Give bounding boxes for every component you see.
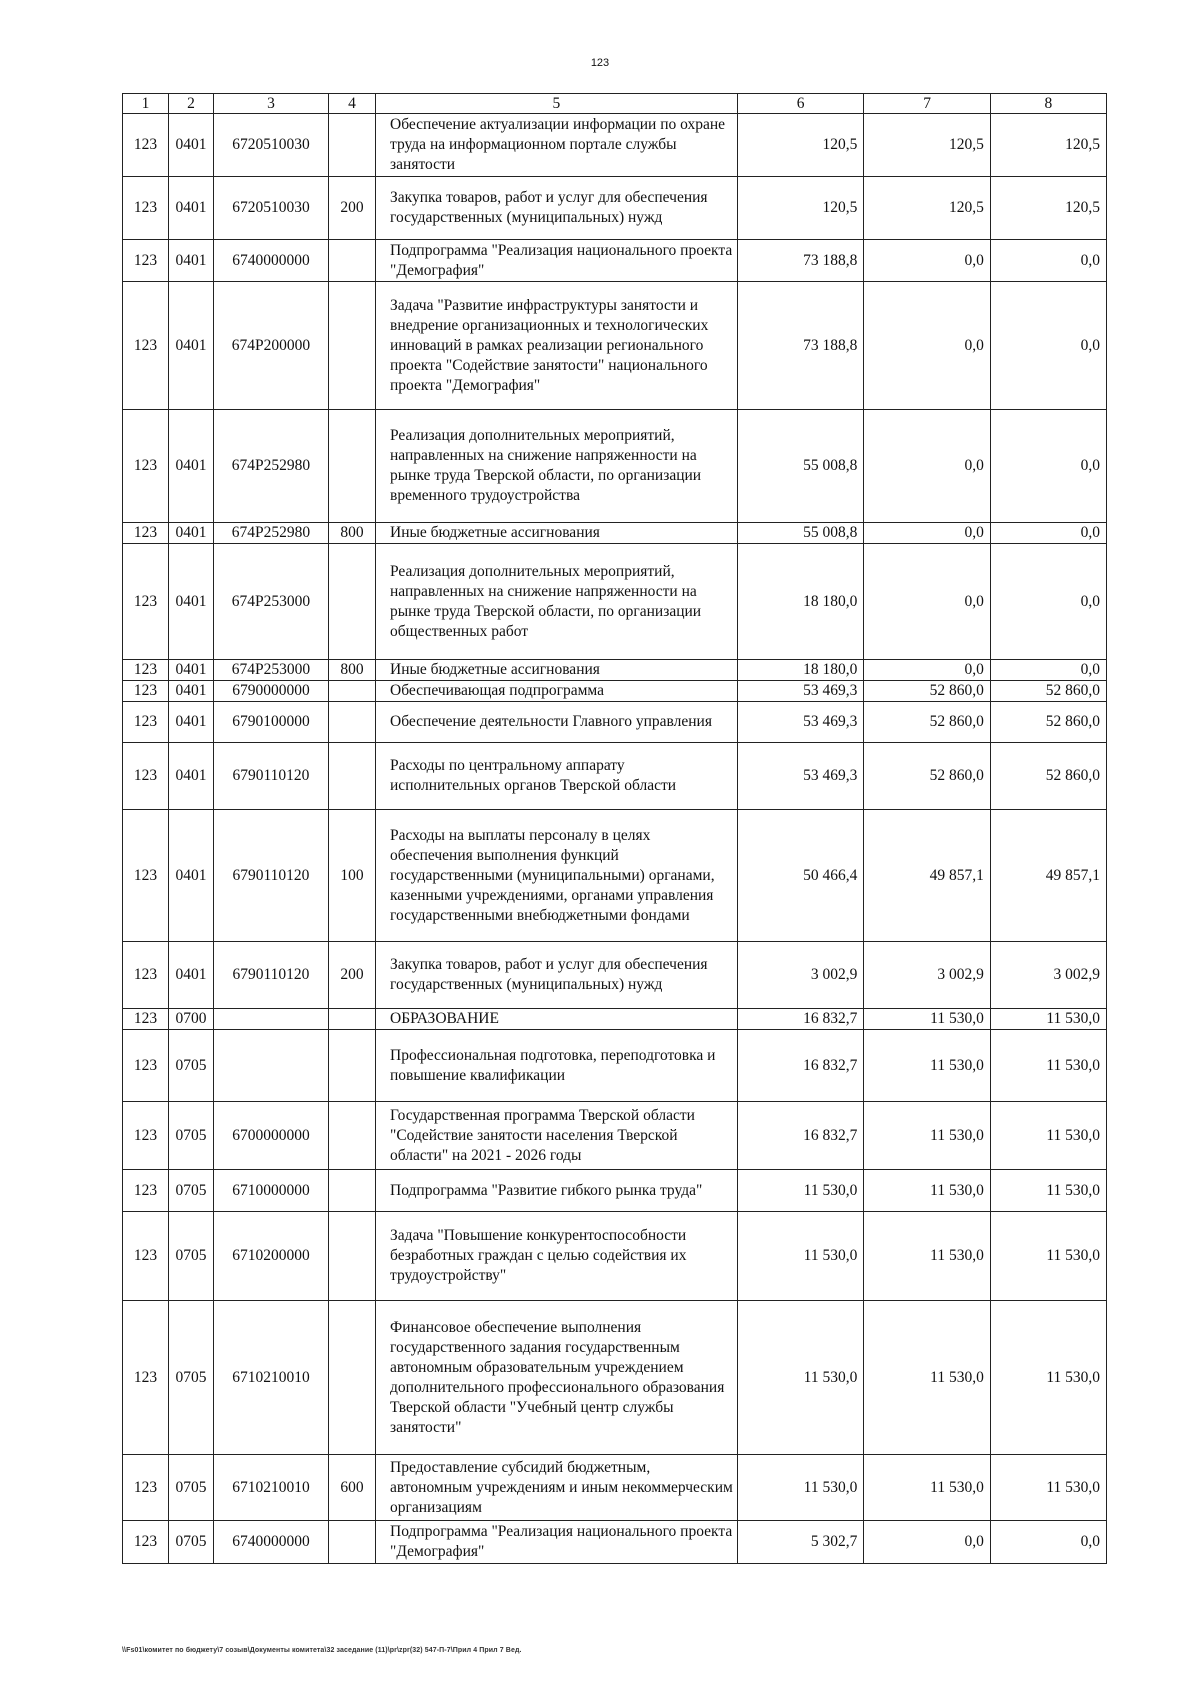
- cell-section: 0705: [169, 1212, 214, 1301]
- cell-admin: 123: [123, 1170, 169, 1212]
- cell-amount-7: 11 530,0: [864, 1455, 991, 1521]
- cell-section: 0401: [169, 681, 214, 702]
- cell-amount-7: 120,5: [864, 114, 991, 177]
- table-row: [123, 240, 1107, 282]
- table-row: [123, 1301, 1107, 1455]
- cell-amount-6: 16 832,7: [737, 1102, 864, 1170]
- cell-type: [328, 544, 375, 660]
- cell-target: 674P253000: [213, 660, 328, 681]
- cell-name: Обеспечение актуализации информации по охране труда на информационном портале службы занятости: [376, 114, 738, 177]
- cell-name: Предоставление субсидий бюджетным, автономным учреждениям и иным некоммерческим организациям: [376, 1455, 738, 1521]
- cell-amount-6: 53 469,3: [737, 702, 864, 743]
- cell-amount-7: 11 530,0: [864, 1030, 991, 1102]
- cell-name: Подпрограмма "Развитие гибкого рынка труда": [376, 1170, 738, 1212]
- cell-target: 674P253000: [213, 544, 328, 660]
- cell-target: 6790110120: [213, 743, 328, 810]
- cell-amount-8: 11 530,0: [990, 1009, 1106, 1030]
- table-row: [123, 114, 1107, 177]
- cell-type: [328, 1521, 375, 1564]
- cell-type: [328, 743, 375, 810]
- cell-name: Подпрограмма "Реализация национального проекта "Демография": [376, 240, 738, 282]
- cell-amount-6: 120,5: [737, 114, 864, 177]
- cell-amount-8: 0,0: [990, 410, 1106, 523]
- cell-admin: 123: [123, 681, 169, 702]
- cell-type: [328, 1009, 375, 1030]
- cell-amount-6: 3 002,9: [737, 942, 864, 1009]
- cell-type: 800: [328, 523, 375, 544]
- cell-section: 0401: [169, 942, 214, 1009]
- cell-name: Реализация дополнительных мероприятий, направленных на снижение напряженности на рынке труда Тверской области, по организации общественных работ: [376, 544, 738, 660]
- cell-amount-8: 120,5: [990, 114, 1106, 177]
- table-row: [123, 681, 1107, 702]
- table-row: [123, 660, 1107, 681]
- footer-file-path: \\Fs01\комитет по бюджету\7 созыв\Документы комитета\32 заседание (11)\pr\zpr(32) 547-П-7\Прил 4 Прил 7 Вед.: [122, 1647, 522, 1654]
- cell-section: 0401: [169, 240, 214, 282]
- cell-type: 200: [328, 177, 375, 240]
- cell-section: 0401: [169, 282, 214, 410]
- cell-admin: 123: [123, 942, 169, 1009]
- cell-section: 0401: [169, 702, 214, 743]
- cell-admin: 123: [123, 743, 169, 810]
- cell-amount-6: 120,5: [737, 177, 864, 240]
- cell-section: 0705: [169, 1030, 214, 1102]
- cell-amount-7: 11 530,0: [864, 1212, 991, 1301]
- table-row: [123, 1030, 1107, 1102]
- table-row: [123, 1009, 1107, 1030]
- header-col-1: 1: [123, 94, 169, 114]
- cell-target: 6790110120: [213, 810, 328, 942]
- cell-admin: 123: [123, 544, 169, 660]
- cell-type: [328, 1102, 375, 1170]
- cell-section: 0705: [169, 1301, 214, 1455]
- cell-section: 0705: [169, 1102, 214, 1170]
- table-row: [123, 942, 1107, 1009]
- cell-name: Закупка товаров, работ и услуг для обеспечения государственных (муниципальных) нужд: [376, 942, 738, 1009]
- table-row: [123, 1102, 1107, 1170]
- budget-table: [122, 93, 1107, 1564]
- cell-type: [328, 410, 375, 523]
- header-row: [123, 94, 1107, 114]
- cell-amount-7: 11 530,0: [864, 1102, 991, 1170]
- cell-target: 6710000000: [213, 1170, 328, 1212]
- cell-amount-6: 53 469,3: [737, 681, 864, 702]
- cell-amount-8: 11 530,0: [990, 1455, 1106, 1521]
- cell-amount-6: 50 466,4: [737, 810, 864, 942]
- cell-admin: 123: [123, 702, 169, 743]
- cell-amount-6: 55 008,8: [737, 523, 864, 544]
- table-row: [123, 523, 1107, 544]
- header-col-8: 8: [990, 94, 1106, 114]
- table-row: [123, 544, 1107, 660]
- cell-target: 6720510030: [213, 177, 328, 240]
- header-col-3: 3: [213, 94, 328, 114]
- cell-amount-6: 16 832,7: [737, 1009, 864, 1030]
- cell-section: 0700: [169, 1009, 214, 1030]
- cell-target: 6720510030: [213, 114, 328, 177]
- cell-amount-8: 11 530,0: [990, 1102, 1106, 1170]
- cell-name: Иные бюджетные ассигнования: [376, 523, 738, 544]
- cell-amount-7: 11 530,0: [864, 1170, 991, 1212]
- cell-amount-7: 11 530,0: [864, 1301, 991, 1455]
- cell-amount-8: 0,0: [990, 240, 1106, 282]
- cell-section: 0401: [169, 660, 214, 681]
- cell-amount-7: 0,0: [864, 544, 991, 660]
- cell-name: Профессиональная подготовка, переподготовка и повышение квалификации: [376, 1030, 738, 1102]
- header-col-5: 5: [376, 94, 738, 114]
- cell-type: [328, 114, 375, 177]
- cell-amount-6: 18 180,0: [737, 660, 864, 681]
- table-row: [123, 1170, 1107, 1212]
- cell-target: 6710210010: [213, 1301, 328, 1455]
- cell-target: 674P200000: [213, 282, 328, 410]
- cell-admin: 123: [123, 1009, 169, 1030]
- cell-name: Закупка товаров, работ и услуг для обеспечения государственных (муниципальных) нужд: [376, 177, 738, 240]
- cell-amount-8: 120,5: [990, 177, 1106, 240]
- cell-amount-8: 11 530,0: [990, 1170, 1106, 1212]
- cell-amount-7: 0,0: [864, 282, 991, 410]
- cell-amount-7: 3 002,9: [864, 942, 991, 1009]
- cell-admin: 123: [123, 240, 169, 282]
- cell-amount-8: 0,0: [990, 523, 1106, 544]
- cell-amount-8: 0,0: [990, 282, 1106, 410]
- header-col-6: 6: [737, 94, 864, 114]
- cell-amount-8: 3 002,9: [990, 942, 1106, 1009]
- cell-admin: 123: [123, 660, 169, 681]
- cell-amount-7: 0,0: [864, 1521, 991, 1564]
- header-col-7: 7: [864, 94, 991, 114]
- cell-amount-8: 11 530,0: [990, 1030, 1106, 1102]
- cell-amount-6: 18 180,0: [737, 544, 864, 660]
- table-row: [123, 1521, 1107, 1564]
- cell-type: 200: [328, 942, 375, 1009]
- cell-admin: 123: [123, 1521, 169, 1564]
- cell-name: Государственная программа Тверской области "Содействие занятости населения Тверской области" на 2021 - 2026 годы: [376, 1102, 738, 1170]
- cell-name: Задача "Развитие инфраструктуры занятости и внедрение организационных и технологических инноваций в рамках реализации регионального проекта "Содействие занятости" национального проекта "Демография": [376, 282, 738, 410]
- cell-name: Иные бюджетные ассигнования: [376, 660, 738, 681]
- cell-target: 6740000000: [213, 240, 328, 282]
- cell-amount-7: 11 530,0: [864, 1009, 991, 1030]
- cell-type: 800: [328, 660, 375, 681]
- cell-admin: 123: [123, 114, 169, 177]
- cell-amount-7: 52 860,0: [864, 681, 991, 702]
- cell-amount-6: 11 530,0: [737, 1455, 864, 1521]
- cell-name: Обеспечивающая подпрограмма: [376, 681, 738, 702]
- header-col-4: 4: [328, 94, 375, 114]
- cell-section: 0705: [169, 1455, 214, 1521]
- cell-name: Подпрограмма "Реализация национального проекта "Демография": [376, 1521, 738, 1564]
- cell-name: ОБРАЗОВАНИЕ: [376, 1009, 738, 1030]
- cell-amount-7: 52 860,0: [864, 743, 991, 810]
- cell-type: [328, 681, 375, 702]
- cell-amount-7: 0,0: [864, 240, 991, 282]
- cell-type: [328, 1030, 375, 1102]
- cell-type: 100: [328, 810, 375, 942]
- cell-amount-7: 0,0: [864, 410, 991, 523]
- cell-amount-8: 49 857,1: [990, 810, 1106, 942]
- cell-type: [328, 1301, 375, 1455]
- cell-admin: 123: [123, 810, 169, 942]
- cell-name: Реализация дополнительных мероприятий, направленных на снижение напряженности на рынке труда Тверской области, по организации временного трудоустройства: [376, 410, 738, 523]
- cell-name: Расходы по центральному аппарату исполнительных органов Тверской области: [376, 743, 738, 810]
- cell-amount-8: 52 860,0: [990, 743, 1106, 810]
- table-row: [123, 810, 1107, 942]
- cell-name: Расходы на выплаты персоналу в целях обеспечения выполнения функций государственными (муниципальными) органами, казенными учреждениями, органами управления государственными внебюджетными фондами: [376, 810, 738, 942]
- cell-target: 6710210010: [213, 1455, 328, 1521]
- cell-amount-6: 11 530,0: [737, 1212, 864, 1301]
- cell-amount-6: 11 530,0: [737, 1170, 864, 1212]
- cell-admin: 123: [123, 1455, 169, 1521]
- cell-amount-7: 52 860,0: [864, 702, 991, 743]
- cell-target: 6700000000: [213, 1102, 328, 1170]
- cell-type: [328, 1212, 375, 1301]
- cell-section: 0401: [169, 523, 214, 544]
- cell-admin: 123: [123, 1102, 169, 1170]
- cell-amount-8: 52 860,0: [990, 702, 1106, 743]
- cell-admin: 123: [123, 1301, 169, 1455]
- cell-target: 674P252980: [213, 410, 328, 523]
- cell-section: 0401: [169, 743, 214, 810]
- cell-amount-6: 16 832,7: [737, 1030, 864, 1102]
- cell-target: [213, 1009, 328, 1030]
- cell-admin: 123: [123, 177, 169, 240]
- cell-admin: 123: [123, 410, 169, 523]
- cell-amount-8: 0,0: [990, 544, 1106, 660]
- cell-amount-6: 5 302,7: [737, 1521, 864, 1564]
- cell-section: 0705: [169, 1170, 214, 1212]
- cell-admin: 123: [123, 282, 169, 410]
- cell-admin: 123: [123, 1212, 169, 1301]
- table-row: [123, 1455, 1107, 1521]
- cell-amount-6: 55 008,8: [737, 410, 864, 523]
- cell-amount-7: 49 857,1: [864, 810, 991, 942]
- cell-type: [328, 1170, 375, 1212]
- table-row: [123, 743, 1107, 810]
- cell-amount-8: 0,0: [990, 1521, 1106, 1564]
- cell-name: Задача "Повышение конкурентоспособности безработных граждан с целью содействия их трудоустройству": [376, 1212, 738, 1301]
- cell-target: 674P252980: [213, 523, 328, 544]
- table-row: [123, 1212, 1107, 1301]
- cell-type: [328, 702, 375, 743]
- cell-section: 0401: [169, 177, 214, 240]
- cell-type: [328, 240, 375, 282]
- cell-section: 0705: [169, 1521, 214, 1564]
- cell-admin: 123: [123, 523, 169, 544]
- cell-target: 6790100000: [213, 702, 328, 743]
- cell-type: 600: [328, 1455, 375, 1521]
- table-row: [123, 282, 1107, 410]
- cell-amount-8: 11 530,0: [990, 1301, 1106, 1455]
- table-row: [123, 702, 1107, 743]
- cell-target: 6790110120: [213, 942, 328, 1009]
- cell-section: 0401: [169, 544, 214, 660]
- cell-amount-6: 73 188,8: [737, 240, 864, 282]
- cell-amount-7: 120,5: [864, 177, 991, 240]
- table-row: [123, 177, 1107, 240]
- table-row: [123, 410, 1107, 523]
- cell-section: 0401: [169, 810, 214, 942]
- cell-amount-6: 73 188,8: [737, 282, 864, 410]
- cell-amount-7: 0,0: [864, 523, 991, 544]
- cell-type: [328, 282, 375, 410]
- cell-amount-6: 11 530,0: [737, 1301, 864, 1455]
- page-number: 123: [590, 57, 610, 69]
- cell-section: 0401: [169, 114, 214, 177]
- cell-amount-8: 52 860,0: [990, 681, 1106, 702]
- cell-name: Финансовое обеспечение выполнения государственного задания государственным автономным образовательным учреждением дополнительного профессионального образования Тверской области "Учебный центр службы занятости": [376, 1301, 738, 1455]
- cell-section: 0401: [169, 410, 214, 523]
- cell-target: 6710200000: [213, 1212, 328, 1301]
- header-col-2: 2: [169, 94, 214, 114]
- cell-amount-8: 0,0: [990, 660, 1106, 681]
- cell-target: [213, 1030, 328, 1102]
- cell-target: 6740000000: [213, 1521, 328, 1564]
- cell-target: 6790000000: [213, 681, 328, 702]
- cell-amount-8: 11 530,0: [990, 1212, 1106, 1301]
- cell-name: Обеспечение деятельности Главного управления: [376, 702, 738, 743]
- cell-amount-7: 0,0: [864, 660, 991, 681]
- cell-admin: 123: [123, 1030, 169, 1102]
- cell-amount-6: 53 469,3: [737, 743, 864, 810]
